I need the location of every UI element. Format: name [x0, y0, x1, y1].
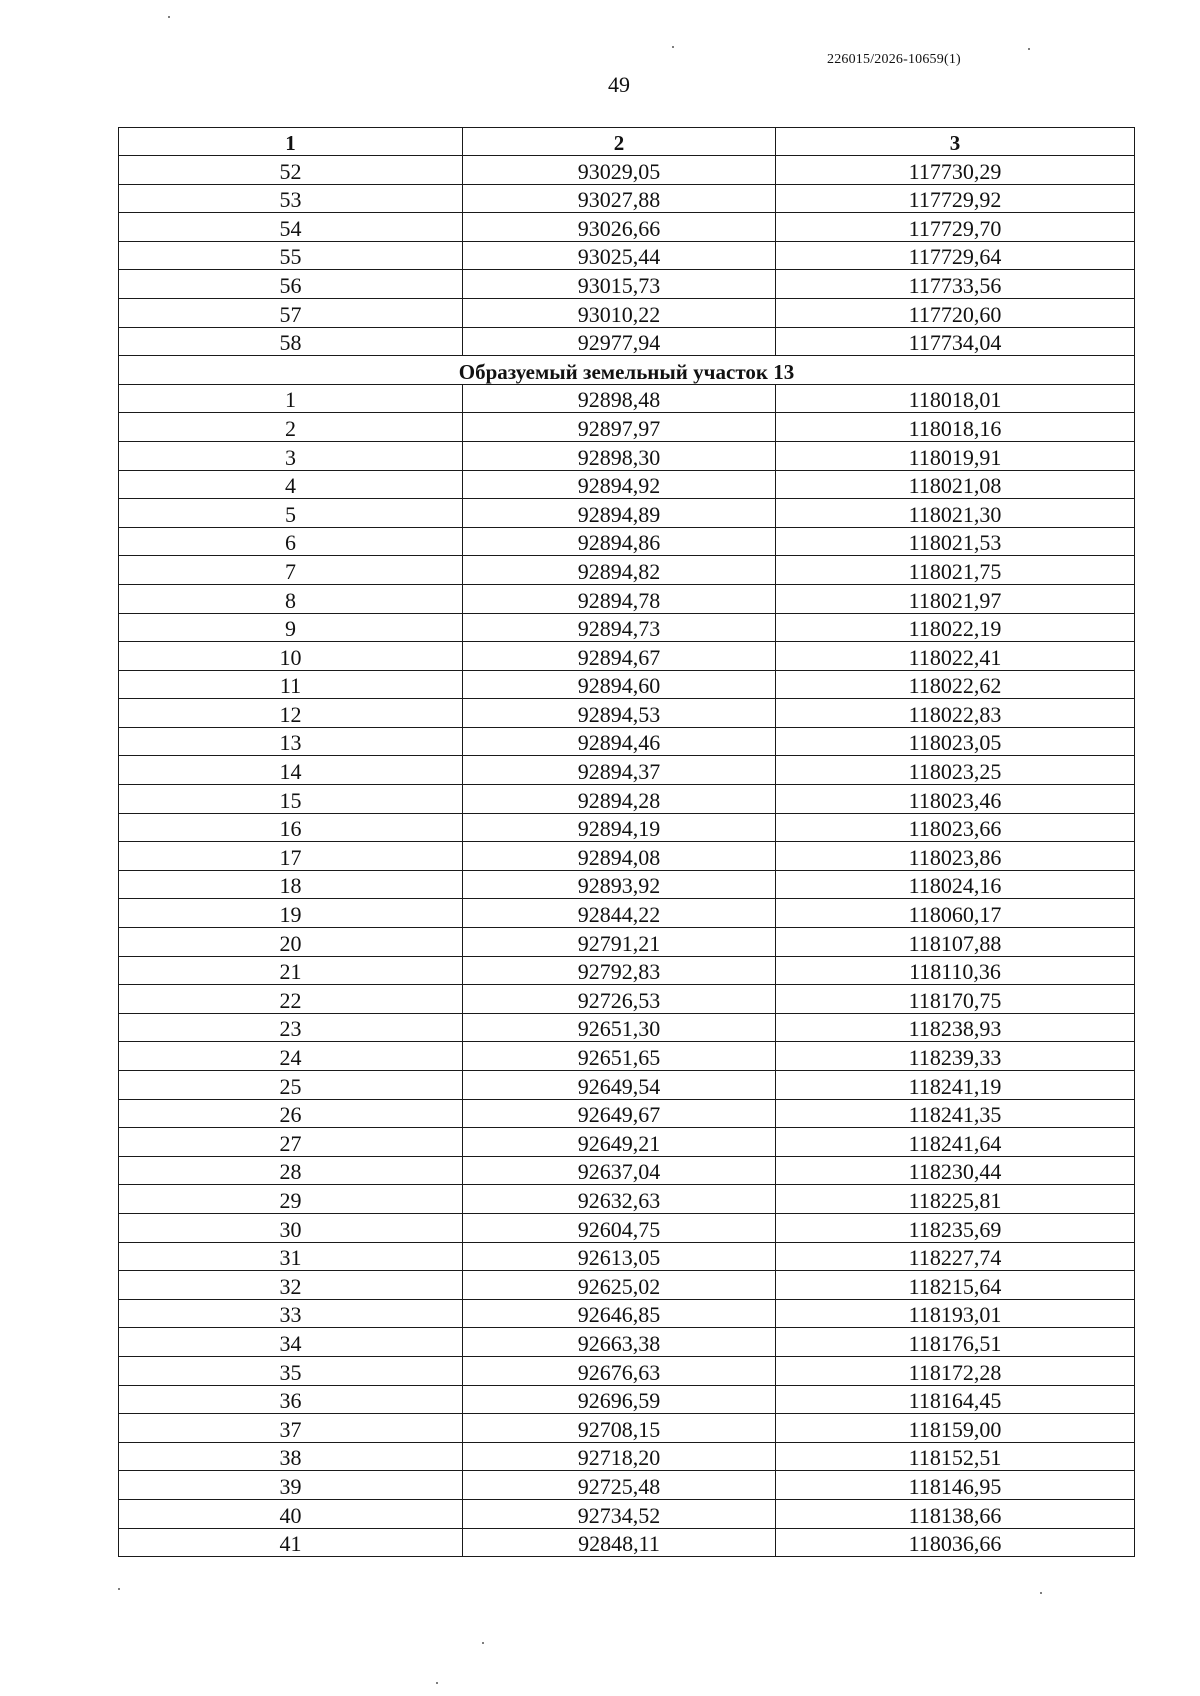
cell-x-coordinate: 92792,83 [463, 956, 776, 985]
cell-y-coordinate: 117720,60 [776, 298, 1135, 327]
cell-x-coordinate: 92894,86 [463, 527, 776, 556]
cell-x-coordinate: 92718,20 [463, 1442, 776, 1471]
cell-y-coordinate: 118060,17 [776, 899, 1135, 928]
cell-point-number: 55 [119, 241, 463, 270]
table-row [119, 642, 1135, 671]
cell-y-coordinate: 118019,91 [776, 441, 1135, 470]
table-row [119, 1528, 1135, 1557]
cell-y-coordinate: 118023,05 [776, 727, 1135, 756]
cell-y-coordinate: 118024,16 [776, 870, 1135, 899]
cell-y-coordinate: 118193,01 [776, 1299, 1135, 1328]
cell-x-coordinate: 92848,11 [463, 1528, 776, 1557]
cell-point-number: 11 [119, 670, 463, 699]
cell-x-coordinate: 92649,54 [463, 1071, 776, 1100]
cell-x-coordinate: 92604,75 [463, 1213, 776, 1242]
cell-y-coordinate: 117729,64 [776, 241, 1135, 270]
cell-point-number: 5 [119, 499, 463, 528]
cell-y-coordinate: 118170,75 [776, 985, 1135, 1014]
cell-x-coordinate: 92894,53 [463, 699, 776, 728]
cell-x-coordinate: 92894,60 [463, 670, 776, 699]
table-row [119, 1213, 1135, 1242]
cell-point-number: 36 [119, 1385, 463, 1414]
scan-speck [436, 1682, 438, 1684]
cell-y-coordinate: 118018,16 [776, 413, 1135, 442]
table-row [119, 270, 1135, 299]
cell-point-number: 14 [119, 756, 463, 785]
cell-x-coordinate: 92651,30 [463, 1013, 776, 1042]
cell-y-coordinate: 118241,64 [776, 1128, 1135, 1157]
table-row [119, 556, 1135, 585]
cell-y-coordinate: 117729,92 [776, 184, 1135, 213]
table-row [119, 413, 1135, 442]
cell-y-coordinate: 118241,35 [776, 1099, 1135, 1128]
table-row [119, 985, 1135, 1014]
table-row [119, 470, 1135, 499]
cell-point-number: 52 [119, 156, 463, 185]
cell-point-number: 20 [119, 928, 463, 957]
table-row [119, 870, 1135, 899]
table-row [119, 527, 1135, 556]
cell-y-coordinate: 118227,74 [776, 1242, 1135, 1271]
cell-x-coordinate: 92613,05 [463, 1242, 776, 1271]
cell-y-coordinate: 118138,66 [776, 1499, 1135, 1528]
cell-point-number: 56 [119, 270, 463, 299]
cell-point-number: 2 [119, 413, 463, 442]
cell-point-number: 4 [119, 470, 463, 499]
table-row [119, 956, 1135, 985]
cell-y-coordinate: 118159,00 [776, 1414, 1135, 1443]
cell-y-coordinate: 117733,56 [776, 270, 1135, 299]
cell-point-number: 29 [119, 1185, 463, 1214]
cell-point-number: 10 [119, 642, 463, 671]
cell-point-number: 31 [119, 1242, 463, 1271]
cell-y-coordinate: 118152,51 [776, 1442, 1135, 1471]
cell-y-coordinate: 118239,33 [776, 1042, 1135, 1071]
cell-y-coordinate: 117734,04 [776, 327, 1135, 356]
section-header-row [119, 356, 1135, 385]
table-row [119, 1442, 1135, 1471]
table-row [119, 241, 1135, 270]
cell-y-coordinate: 118176,51 [776, 1328, 1135, 1357]
cell-y-coordinate: 118036,66 [776, 1528, 1135, 1557]
cell-point-number: 39 [119, 1471, 463, 1500]
cell-x-coordinate: 92708,15 [463, 1414, 776, 1443]
cell-x-coordinate: 92894,73 [463, 613, 776, 642]
column-header-y-coordinate: 3 [776, 128, 1135, 156]
cell-y-coordinate: 118021,30 [776, 499, 1135, 528]
table-row [119, 327, 1135, 356]
cell-point-number: 53 [119, 184, 463, 213]
table-row [119, 1128, 1135, 1157]
table-row [119, 298, 1135, 327]
cell-x-coordinate: 92844,22 [463, 899, 776, 928]
scan-speck [672, 46, 674, 48]
cell-point-number: 27 [119, 1128, 463, 1157]
scan-speck [1040, 1592, 1042, 1594]
cell-y-coordinate: 118172,28 [776, 1356, 1135, 1385]
cell-point-number: 21 [119, 956, 463, 985]
cell-x-coordinate: 92696,59 [463, 1385, 776, 1414]
cell-x-coordinate: 93029,05 [463, 156, 776, 185]
cell-point-number: 16 [119, 813, 463, 842]
table-header-row [119, 128, 1135, 156]
cell-point-number: 32 [119, 1271, 463, 1300]
cell-point-number: 34 [119, 1328, 463, 1357]
table-row [119, 156, 1135, 185]
cell-y-coordinate: 118021,53 [776, 527, 1135, 556]
table-row [119, 1099, 1135, 1128]
cell-x-coordinate: 92898,48 [463, 384, 776, 413]
cell-x-coordinate: 92625,02 [463, 1271, 776, 1300]
cell-y-coordinate: 118021,08 [776, 470, 1135, 499]
cell-x-coordinate: 92894,28 [463, 785, 776, 814]
table-row [119, 1499, 1135, 1528]
column-header-point-number: 1 [119, 128, 463, 156]
cell-y-coordinate: 118022,62 [776, 670, 1135, 699]
cell-point-number: 15 [119, 785, 463, 814]
cell-point-number: 37 [119, 1414, 463, 1443]
cell-x-coordinate: 92897,97 [463, 413, 776, 442]
cell-x-coordinate: 93010,22 [463, 298, 776, 327]
cell-x-coordinate: 92894,46 [463, 727, 776, 756]
cell-x-coordinate: 92894,82 [463, 556, 776, 585]
cell-x-coordinate: 92894,37 [463, 756, 776, 785]
cell-point-number: 6 [119, 527, 463, 556]
cell-point-number: 12 [119, 699, 463, 728]
table-row [119, 1156, 1135, 1185]
cell-point-number: 38 [119, 1442, 463, 1471]
cell-y-coordinate: 118021,97 [776, 584, 1135, 613]
cell-y-coordinate: 118235,69 [776, 1213, 1135, 1242]
cell-x-coordinate: 92893,92 [463, 870, 776, 899]
cell-x-coordinate: 92725,48 [463, 1471, 776, 1500]
cell-point-number: 24 [119, 1042, 463, 1071]
table-row [119, 499, 1135, 528]
cell-point-number: 8 [119, 584, 463, 613]
cell-point-number: 57 [119, 298, 463, 327]
cell-x-coordinate: 92649,67 [463, 1099, 776, 1128]
cell-y-coordinate: 118023,66 [776, 813, 1135, 842]
table-row [119, 1414, 1135, 1443]
cell-x-coordinate: 92894,08 [463, 842, 776, 871]
cell-y-coordinate: 117729,70 [776, 213, 1135, 242]
cell-x-coordinate: 92791,21 [463, 928, 776, 957]
cell-y-coordinate: 118241,19 [776, 1071, 1135, 1100]
cell-x-coordinate: 92646,85 [463, 1299, 776, 1328]
cell-point-number: 17 [119, 842, 463, 871]
table-row [119, 1385, 1135, 1414]
cell-y-coordinate: 118164,45 [776, 1385, 1135, 1414]
cell-y-coordinate: 118225,81 [776, 1185, 1135, 1214]
cell-x-coordinate: 93015,73 [463, 270, 776, 299]
cell-x-coordinate: 92977,94 [463, 327, 776, 356]
cell-y-coordinate: 118230,44 [776, 1156, 1135, 1185]
table-row [119, 1185, 1135, 1214]
cell-x-coordinate: 92898,30 [463, 441, 776, 470]
cell-x-coordinate: 93027,88 [463, 184, 776, 213]
cell-point-number: 54 [119, 213, 463, 242]
cell-x-coordinate: 93025,44 [463, 241, 776, 270]
cell-point-number: 40 [119, 1499, 463, 1528]
cell-y-coordinate: 118107,88 [776, 928, 1135, 957]
table-row [119, 1471, 1135, 1500]
table-row [119, 384, 1135, 413]
cell-x-coordinate: 92632,63 [463, 1185, 776, 1214]
table-row [119, 756, 1135, 785]
scan-speck [168, 16, 170, 18]
cell-point-number: 3 [119, 441, 463, 470]
coordinates-table-body [119, 128, 1135, 1557]
cell-y-coordinate: 118023,86 [776, 842, 1135, 871]
cell-x-coordinate: 92894,67 [463, 642, 776, 671]
cell-point-number: 26 [119, 1099, 463, 1128]
cell-x-coordinate: 92894,78 [463, 584, 776, 613]
table-row [119, 785, 1135, 814]
table-row [119, 842, 1135, 871]
table-row [119, 1013, 1135, 1042]
page-number: 49 [608, 72, 630, 97]
cell-y-coordinate: 118021,75 [776, 556, 1135, 585]
cell-x-coordinate: 93026,66 [463, 213, 776, 242]
table-row [119, 670, 1135, 699]
cell-y-coordinate: 118022,41 [776, 642, 1135, 671]
column-header-x-coordinate: 2 [463, 128, 776, 156]
cell-x-coordinate: 92637,04 [463, 1156, 776, 1185]
table-row [119, 1042, 1135, 1071]
cell-x-coordinate: 92651,65 [463, 1042, 776, 1071]
table-row [119, 1242, 1135, 1271]
table-row [119, 1071, 1135, 1100]
table-row [119, 928, 1135, 957]
cell-y-coordinate: 118146,95 [776, 1471, 1135, 1500]
cell-point-number: 33 [119, 1299, 463, 1328]
scan-speck [482, 1642, 484, 1644]
cell-point-number: 1 [119, 384, 463, 413]
cell-x-coordinate: 92649,21 [463, 1128, 776, 1157]
section-title: Образуемый земельный участок 13 [119, 356, 1135, 385]
table-row [119, 899, 1135, 928]
cell-point-number: 28 [119, 1156, 463, 1185]
cell-y-coordinate: 118022,19 [776, 613, 1135, 642]
cell-y-coordinate: 118018,01 [776, 384, 1135, 413]
cell-point-number: 25 [119, 1071, 463, 1100]
cell-point-number: 41 [119, 1528, 463, 1557]
cell-point-number: 30 [119, 1213, 463, 1242]
cell-point-number: 35 [119, 1356, 463, 1385]
cell-point-number: 23 [119, 1013, 463, 1042]
cell-y-coordinate: 118023,46 [776, 785, 1135, 814]
scan-speck [118, 1588, 120, 1590]
table-row [119, 1299, 1135, 1328]
table-row [119, 1356, 1135, 1385]
table-row [119, 213, 1135, 242]
table-row [119, 1271, 1135, 1300]
cell-x-coordinate: 92663,38 [463, 1328, 776, 1357]
scan-speck [1028, 48, 1030, 50]
cell-y-coordinate: 118022,83 [776, 699, 1135, 728]
coordinates-table [118, 127, 1135, 1557]
cell-y-coordinate: 118023,25 [776, 756, 1135, 785]
table-row [119, 813, 1135, 842]
table-row [119, 699, 1135, 728]
table-row [119, 441, 1135, 470]
cell-x-coordinate: 92894,89 [463, 499, 776, 528]
cell-y-coordinate: 118110,36 [776, 956, 1135, 985]
cell-point-number: 18 [119, 870, 463, 899]
table-row [119, 584, 1135, 613]
table-row [119, 613, 1135, 642]
cell-point-number: 58 [119, 327, 463, 356]
table-row [119, 727, 1135, 756]
cell-x-coordinate: 92894,19 [463, 813, 776, 842]
cell-x-coordinate: 92734,52 [463, 1499, 776, 1528]
cell-x-coordinate: 92676,63 [463, 1356, 776, 1385]
cell-y-coordinate: 118215,64 [776, 1271, 1135, 1300]
document-registration-number: 226015/2026-10659(1) [827, 52, 961, 67]
cell-point-number: 9 [119, 613, 463, 642]
cell-y-coordinate: 117730,29 [776, 156, 1135, 185]
cell-point-number: 22 [119, 985, 463, 1014]
table-row [119, 1328, 1135, 1357]
table-row [119, 184, 1135, 213]
cell-x-coordinate: 92894,92 [463, 470, 776, 499]
cell-point-number: 19 [119, 899, 463, 928]
cell-x-coordinate: 92726,53 [463, 985, 776, 1014]
cell-point-number: 13 [119, 727, 463, 756]
cell-point-number: 7 [119, 556, 463, 585]
cell-y-coordinate: 118238,93 [776, 1013, 1135, 1042]
